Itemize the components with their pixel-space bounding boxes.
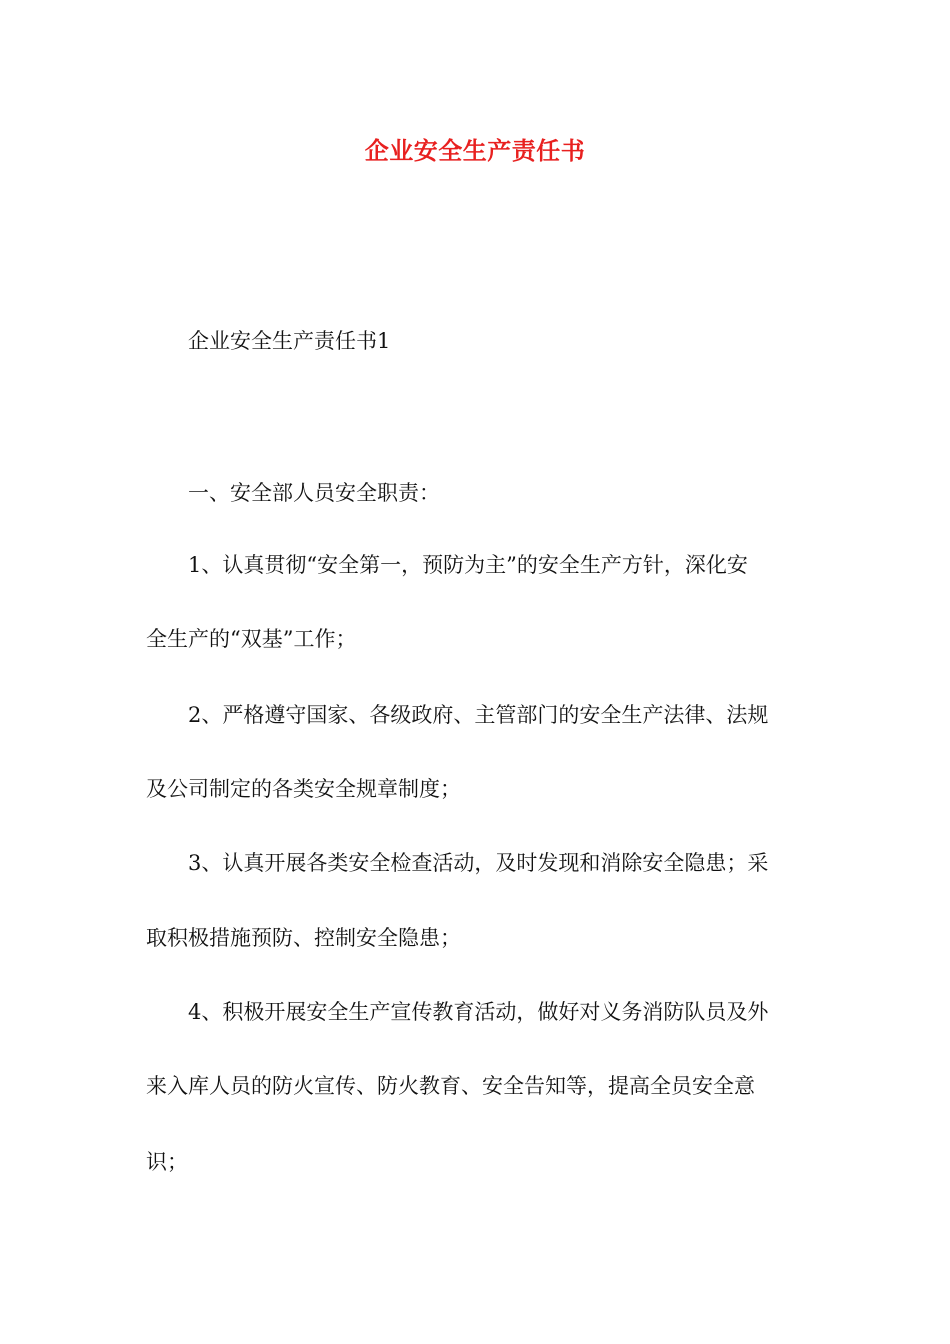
document-subtitle: 企业安全生产责任书1 — [188, 329, 391, 353]
document-title: 企业安全生产责任书 — [364, 136, 586, 165]
duty-item-line: 3、认真开展各类安全检查活动，及时发现和消除安全隐患；采 — [188, 851, 769, 875]
duty-item-line: 2、严格遵守国家、各级政府、主管部门的安全生产法律、法规 — [188, 703, 769, 727]
duty-item-line: 1、认真贯彻“安全第一，预防为主”的安全生产方针，深化安 — [188, 553, 748, 577]
duty-item-line: 全生产的“双基”工作； — [146, 627, 357, 651]
duty-item-line: 及公司制定的各类安全规章制度； — [146, 777, 461, 801]
duty-item-line: 4、积极开展安全生产宣传教育活动，做好对义务消防队员及外 — [188, 1000, 769, 1024]
duty-item-line: 来入库人员的防火宣传、防火教育、安全告知等，提高全员安全意 — [146, 1074, 755, 1098]
duty-item-line: 识； — [146, 1150, 188, 1174]
duty-item-line: 取积极措施预防、控制安全隐患； — [146, 926, 461, 950]
section-heading: 一、安全部人员安全职责： — [188, 481, 440, 505]
